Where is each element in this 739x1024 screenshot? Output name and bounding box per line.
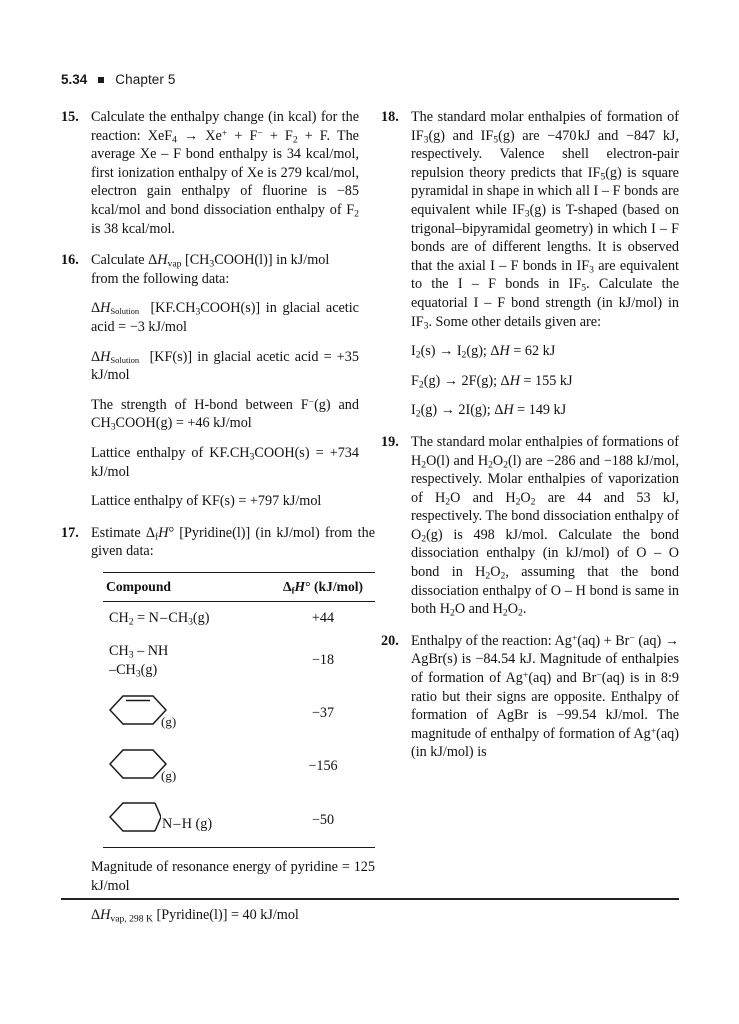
chapter-label: Chapter 5 <box>115 72 176 87</box>
given-data-2: ΔHSolution [KF(s)] in glacial acetic acid = +35 kJ/mol <box>91 348 359 384</box>
table-row <box>103 686 375 740</box>
cyclohexene-ring-icon <box>109 693 177 730</box>
phase-label: (g) <box>161 714 177 730</box>
substituent-label: N – H (g) <box>162 816 213 833</box>
value-cell: −50 <box>271 793 375 847</box>
square-bullet-icon <box>98 77 104 83</box>
two-column-body <box>61 108 679 938</box>
compound-cell: $CH_2 = N$ – $CH_3(g)$ <box>109 610 210 628</box>
value-cell: −37 <box>311 704 335 721</box>
question-number: 19. <box>381 433 399 450</box>
compound-cell-piperidine <box>103 793 271 847</box>
given-data-5: Lattice enthalpy of KF(s) = +797 kJ/mol <box>91 493 322 510</box>
given-equation-2: $F_2(g) \to 2F(g)$; ΔH = 155 kJ <box>411 372 573 391</box>
enthalpy-data-table <box>103 572 375 848</box>
question-number: 17. <box>61 524 79 541</box>
question-body <box>91 251 359 511</box>
question-number: 20. <box>381 632 399 649</box>
running-head <box>61 72 175 87</box>
given-data-1: ΔHSolution $[KF.CH_3COOH(s)]$ in glacial acetic acid = −3 kJ/mol <box>91 300 359 335</box>
question-body <box>411 433 679 619</box>
table-header-row <box>103 572 375 602</box>
question-body <box>411 108 679 420</box>
table-row <box>103 635 375 686</box>
question-number: 16. <box>61 252 79 269</box>
question-item-15 <box>61 108 359 238</box>
value-cell: −156 <box>308 758 338 775</box>
piperidine-ring-icon <box>109 800 212 834</box>
compound-cell-cyclohexane <box>103 740 271 794</box>
left-column <box>61 108 375 938</box>
value-cell: +44 <box>311 610 335 627</box>
given-equation-1: $I_2(s) \to I_2(g)$; ΔH = 62 kJ <box>411 343 556 361</box>
value-cell: −18 <box>311 652 335 669</box>
question-number: 18. <box>381 109 399 125</box>
compound-cell: $CH_3$ – NH $-CH_3(g)$ <box>109 643 169 680</box>
question-item-16 <box>61 251 359 511</box>
given-data-4: Lattice enthalpy of $KF.CH_3COOH(s) = +734$ kJ/mol <box>91 444 359 480</box>
question-item-20 <box>381 632 679 762</box>
question-text: Estimate $\Delta_fH^\circ$ [Pyridine(l)] (in kJ/mol) from the given data: <box>91 524 375 560</box>
question-item-19 <box>381 433 679 619</box>
table-row <box>103 793 375 847</box>
page-bottom-rule <box>61 898 679 900</box>
compound-cell-cyclohexene <box>103 686 271 740</box>
question-text: The standard molar enthalpies of formations of $H_2O(l)$ and $H_2O_2(l)$ are −286 and −188 kJ/mol, respectively. Molar enthalpies of vaporization of $H_2O$ and $H_2O_2$ are 44 and 53 kJ, respectively. The bond dissociation enthalpy of $O_2(g)$ is 498 kJ/mol. Calculate the bond dissociation enthalpy (in kJ/mol) of O – O bond in $H_2O_2$, assuming that the bond dissociation enthalpy of O – H bond is same in both $H_2O$ and $H_2O_2$. <box>411 433 679 619</box>
question-text: Calculate the enthalpy change (in kcal) for the reaction: $XeF_4 \to Xe^+ + F^- + F_2 + F$. The average Xe – F bond enthalpy is 34 kcal/mol, first ionization enthalpy of Xe is 279 kcal/mol, electron gain enthalpy of fluorine is −85 kcal/mol and bond dissociation enthalpy of $F_2$ is 38 kcal/​mol. <box>91 109 359 237</box>
question-body <box>91 524 375 925</box>
vaporization-note: $\Delta H_{vap, 298 K}$ [Pyridine(l)] = 40 kJ/mol <box>91 907 299 925</box>
column-header-compound: Compound <box>103 572 271 602</box>
question-text: The standard molar enthalpies of formation of $IF_3(g)$ and $IF_5(g)$ are −470 kJ and −847 kJ, respectively. Valence shell electron-pair repulsion theory predicts that $IF_5(g)$ is square pyramidal in shape in which all I – F bonds are equivalent while $IF_3(g)$ is T-shaped (based on trigonal–bipyramidal geometry) in which I – F bonds are of different lengths. It is observed that the axial I – F bonds in $IF_3$ are equivalent to the I – F bonds in $IF_5$. Calculate the equatorial I – F bond strength (in kJ/mol) in $IF_3$. Some other details given are: <box>411 109 680 331</box>
question-body <box>91 108 359 238</box>
column-header-enthalpy: $\Delta_fH^\circ$ (kJ/mol) <box>271 572 375 602</box>
cyclohexane-ring-icon <box>109 747 176 781</box>
phase-label: (g) <box>161 767 177 783</box>
table-row <box>103 740 375 794</box>
page-folio: 5.34 <box>61 72 88 87</box>
question-number: 15. <box>61 109 79 125</box>
given-equation-3: $I_2(g) \to 2I(g)$; ΔH = 149 kJ <box>411 402 567 420</box>
question-text: Calculate $\Delta H_{vap}$ $[CH_3COOH(l)]$ in kJ/mol from the following data: <box>91 252 330 287</box>
question-text: Enthalpy of the reaction: Ag+(aq) + Br− (aq) → AgBr(s) is −84.54 kJ. Magnitude of enthalpies of formation of Ag+(aq) and Br−(aq) is in 8:9 ratio but their signs are opposite. Enthalpy of formation of AgBr is −99.54 kJ/mol. The magnitude of enthalpy of formation of Ag+(aq) (in kJ/mol) is <box>411 632 679 761</box>
question-body <box>411 632 679 762</box>
table-row <box>103 602 375 635</box>
question-item-18 <box>381 108 679 420</box>
question-item-17 <box>61 524 375 925</box>
given-data-3: The strength of H-bond between F−(g) and $CH_3COOH(g) = +46$ kJ/mol <box>91 396 359 433</box>
right-column <box>381 108 679 938</box>
resonance-energy-note: Magnitude of resonance energy of pyridine = 125 kJ/mol <box>91 859 375 894</box>
